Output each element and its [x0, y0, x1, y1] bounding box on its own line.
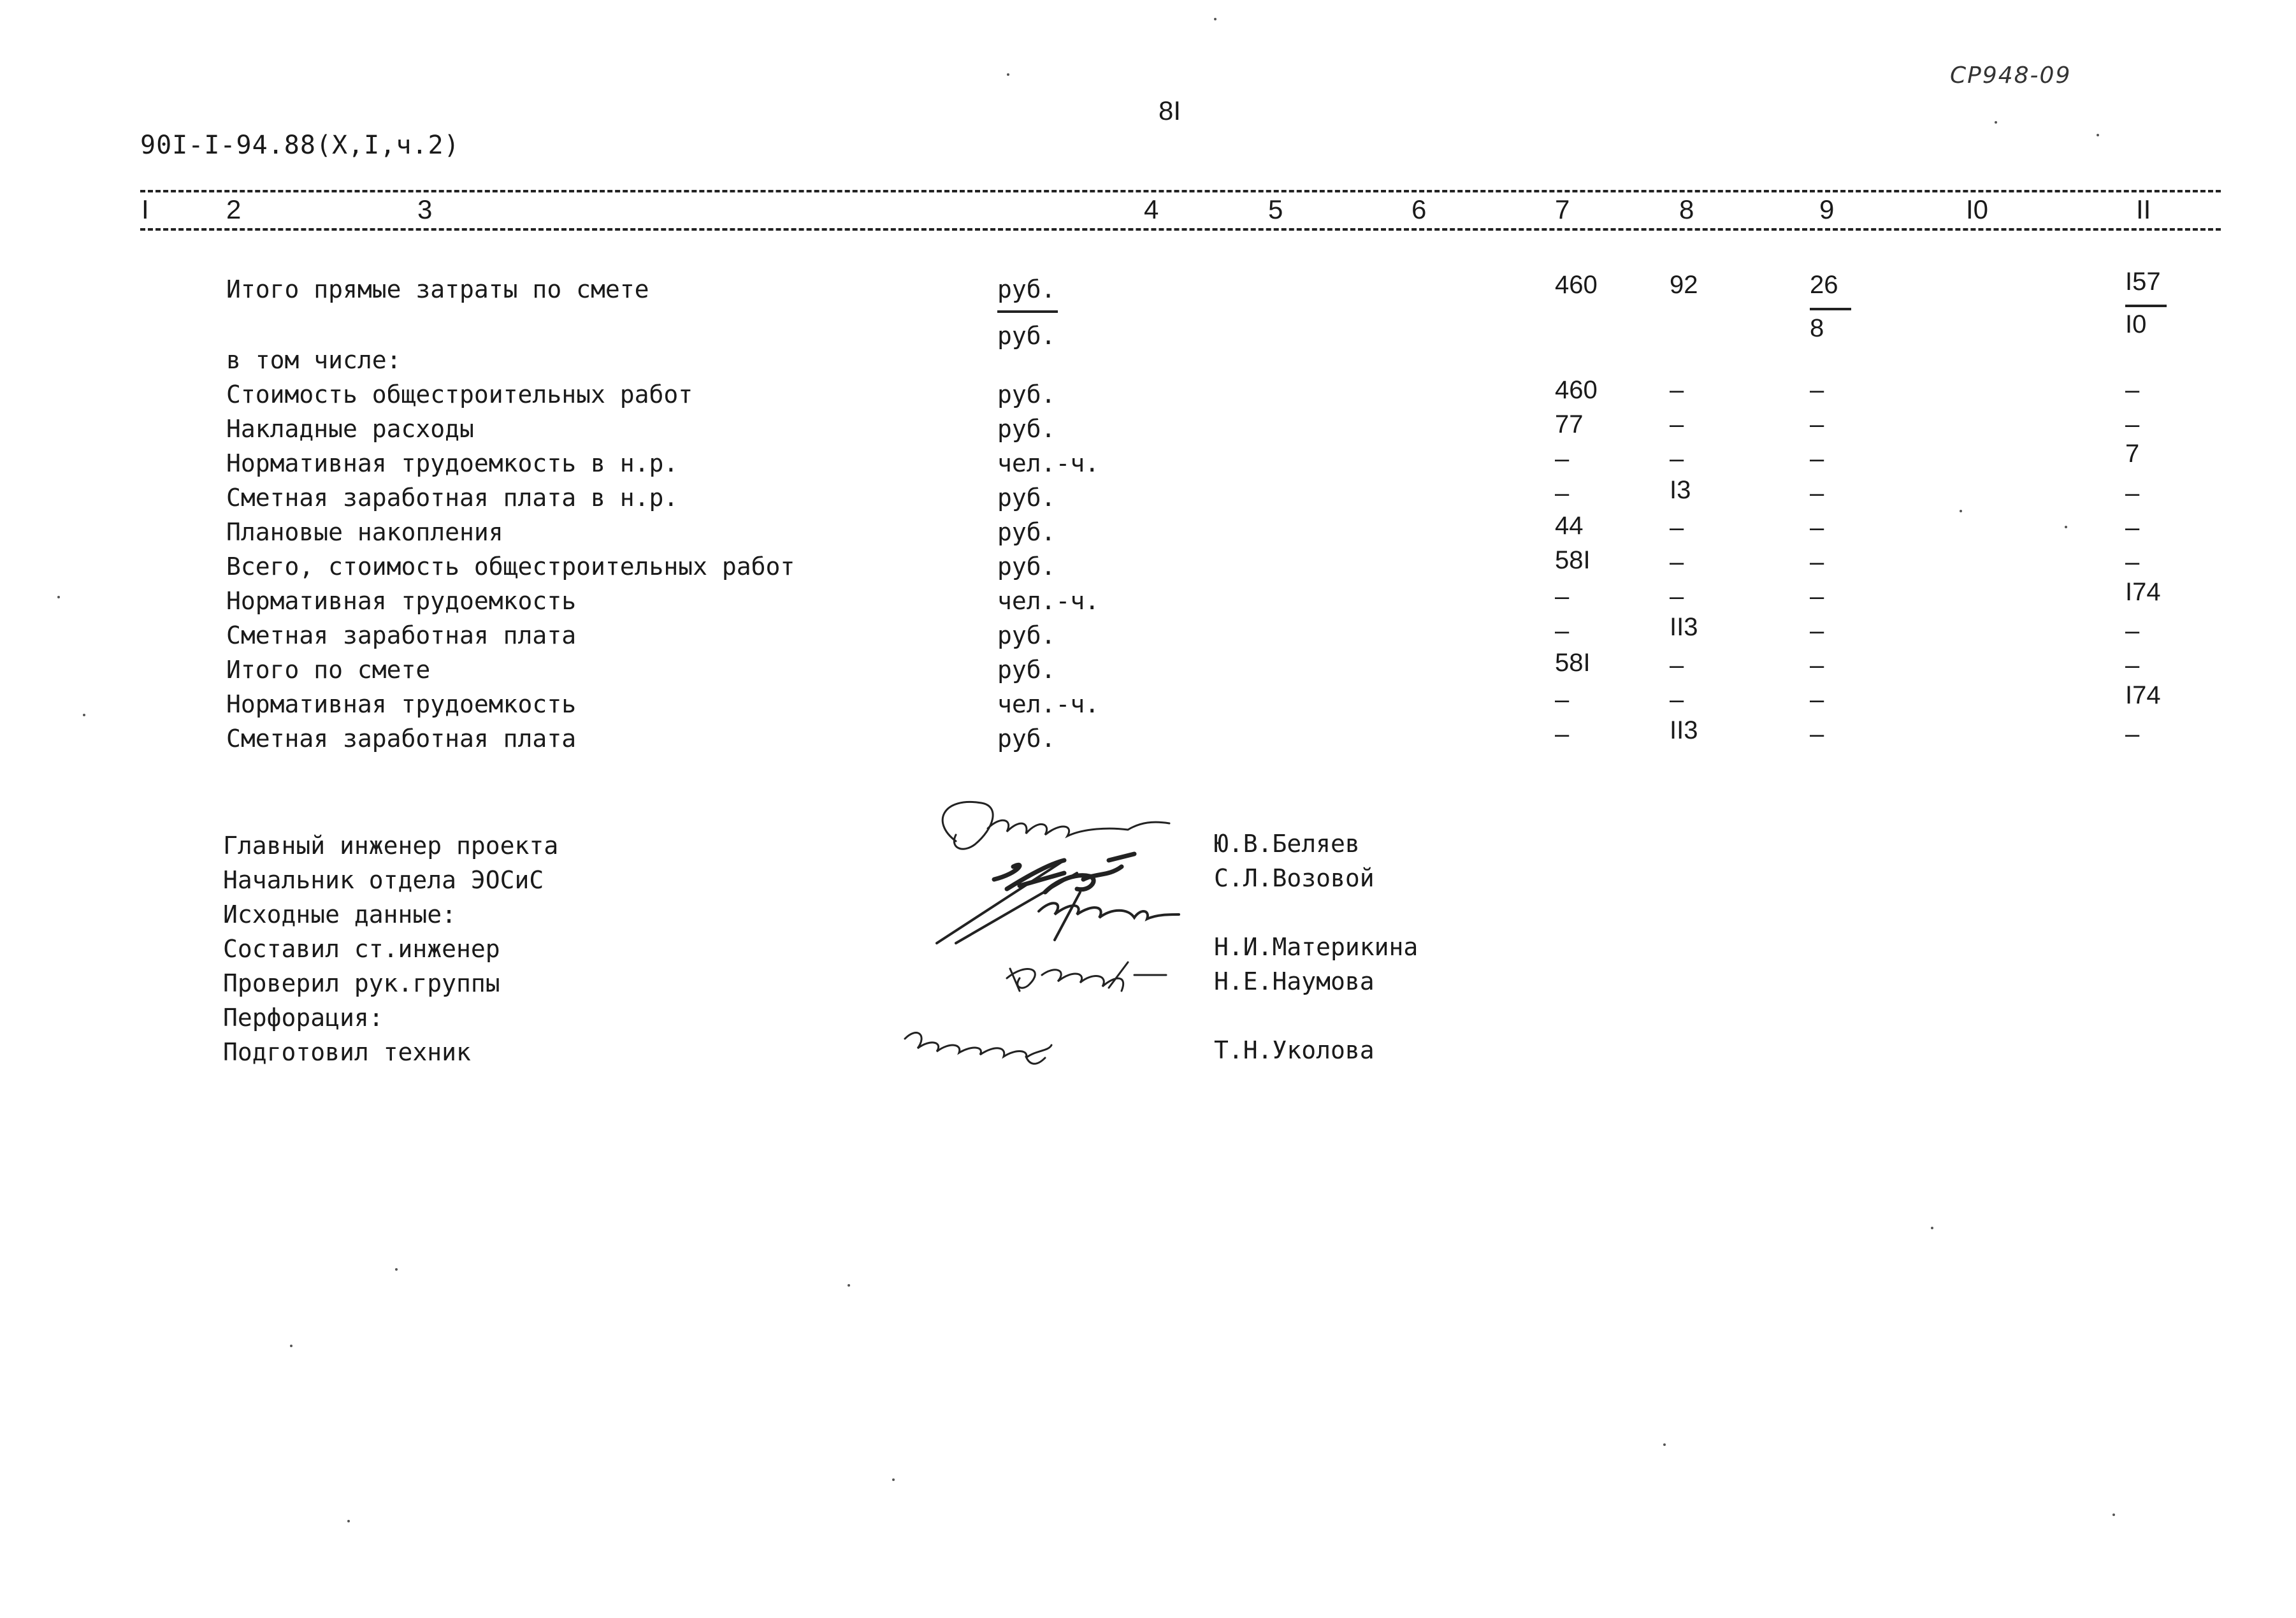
cell-col7: – — [1555, 720, 1570, 748]
cell-col7: – — [1555, 582, 1570, 610]
cell-col7: – — [1555, 686, 1570, 714]
handwritten-signature — [1007, 962, 1166, 991]
column-number: 4 — [1144, 194, 1159, 224]
cell-col11: – — [2125, 617, 2140, 645]
scan-speck — [290, 1345, 292, 1347]
cell-col8: – — [1670, 686, 1684, 714]
scan-speck — [347, 1520, 350, 1522]
cell-col11: – — [2125, 479, 2140, 507]
row-unit: руб. — [997, 621, 1056, 649]
column-number: I — [141, 194, 149, 224]
scan-speck — [848, 1284, 850, 1287]
archive-mark: СР948-09 — [1950, 62, 2072, 89]
row-label: Сметная заработная плата в н.р. — [226, 484, 679, 512]
cell-col9: – — [1810, 548, 1824, 576]
cell-col9: – — [1810, 686, 1824, 714]
cell-col7: – — [1555, 445, 1570, 473]
scan-speck — [1960, 510, 1962, 512]
signatory-role: Подготовил техник — [223, 1038, 471, 1066]
row-label: Нормативная трудоемкость в н.р. — [226, 449, 679, 477]
row-label: Сметная заработная плата — [226, 725, 577, 753]
cell-col9: – — [1810, 479, 1824, 507]
cell-col11: – — [2125, 651, 2140, 679]
row-unit: чел.-ч. — [997, 587, 1100, 615]
cell-col9: – — [1810, 376, 1824, 404]
scan-speck — [2097, 134, 2099, 136]
row-label: Всего, стоимость общестроительных работ — [226, 553, 795, 581]
scan-speck — [83, 714, 85, 716]
cell-col9: – — [1810, 651, 1824, 679]
row-label: Стоимость общестроительных работ — [226, 380, 693, 408]
cell-col9: 8 — [1810, 314, 1824, 342]
cell-col9: – — [1810, 720, 1824, 748]
cell-col8: I3 — [1670, 476, 1691, 504]
signatory-role: Составил ст.инженер — [223, 935, 500, 963]
scan-speck — [395, 1268, 398, 1271]
row-unit: руб. — [997, 484, 1056, 512]
row-label: Нормативная трудоемкость — [226, 587, 577, 615]
row-unit: руб. — [997, 322, 1056, 350]
row-label: в том числе: — [226, 346, 401, 374]
signatory-name: С.Л.Возовой — [1214, 864, 1375, 892]
scan-speck — [1007, 73, 1009, 76]
cell-col11: I74 — [2125, 681, 2161, 709]
row-unit: чел.-ч. — [997, 449, 1100, 477]
row-label: Итого по смете — [226, 656, 431, 684]
scan-speck — [2112, 1513, 2115, 1516]
cell-col9: – — [1810, 514, 1824, 542]
cell-col11: – — [2125, 548, 2140, 576]
column-number: I0 — [1966, 194, 1989, 224]
cell-col8: – — [1670, 651, 1684, 679]
cell-col8: – — [1670, 445, 1684, 473]
fraction-bar — [2125, 305, 2167, 307]
scan-speck — [2065, 526, 2067, 528]
signatory-name: Т.Н.Уколова — [1214, 1036, 1375, 1064]
signatory-role: Перфорация: — [223, 1004, 384, 1032]
scan-speck — [1214, 18, 1217, 20]
cell-col7: 460 — [1555, 271, 1598, 299]
column-number: 7 — [1555, 194, 1570, 224]
fraction-bar — [1810, 308, 1851, 310]
cell-col8: II3 — [1670, 613, 1698, 641]
cell-col7: – — [1555, 617, 1570, 645]
cell-col7: 58I — [1555, 649, 1591, 677]
cell-col9: 26 — [1810, 271, 1838, 299]
document-id: 90I-I-94.88(X,I,ч.2) — [140, 131, 460, 160]
row-label: Плановые накопления — [226, 518, 503, 546]
cell-col8: II3 — [1670, 716, 1698, 744]
column-number: 2 — [226, 194, 242, 224]
cell-col11: – — [2125, 376, 2140, 404]
page-number: 8I — [1159, 96, 1181, 126]
signatory-name: Н.И.Материкина — [1214, 933, 1419, 961]
handwritten-signature — [942, 802, 1169, 849]
row-label: Накладные расходы — [226, 415, 474, 443]
scan-speck — [1931, 1227, 1933, 1229]
cell-col8: – — [1670, 376, 1684, 404]
cell-col9: – — [1810, 617, 1824, 645]
scan-speck — [1995, 121, 1997, 124]
header-rule-bottom — [140, 228, 2221, 231]
cell-col11: – — [2125, 514, 2140, 542]
cell-col11: – — [2125, 410, 2140, 438]
cell-col7: 77 — [1555, 410, 1584, 438]
row-unit: чел.-ч. — [997, 690, 1100, 718]
cell-col11: I74 — [2125, 578, 2161, 606]
column-number: 8 — [1679, 194, 1694, 224]
row-unit: руб. — [997, 656, 1056, 684]
handwritten-signature-group — [918, 784, 1211, 1026]
column-number: 9 — [1819, 194, 1835, 224]
scan-speck — [57, 596, 60, 598]
header-rule-top — [140, 190, 2221, 192]
cell-col11: I0 — [2125, 310, 2147, 338]
signatory-role: Исходные данные: — [223, 900, 457, 928]
row-unit: руб. — [997, 380, 1056, 408]
cell-col7: 58I — [1555, 546, 1591, 574]
scan-speck — [1663, 1443, 1666, 1446]
row-unit: руб. — [997, 553, 1056, 581]
cell-col11: 7 — [2125, 440, 2140, 468]
cell-col7: – — [1555, 479, 1570, 507]
signatory-role: Проверил рук.группы — [223, 969, 500, 997]
cell-col7: 460 — [1555, 376, 1598, 404]
signatory-name: Н.Е.Наумова — [1214, 967, 1375, 995]
column-number: 3 — [417, 194, 433, 224]
fraction-bar — [997, 310, 1058, 313]
cell-col11: – — [2125, 720, 2140, 748]
column-number: II — [2136, 194, 2151, 224]
cell-col8: 92 — [1670, 271, 1698, 299]
row-label: Нормативная трудоемкость — [226, 690, 577, 718]
row-unit: руб. — [997, 725, 1056, 753]
row-label: Итого прямые затраты по смете — [226, 275, 649, 303]
signatory-name: Ю.В.Беляев — [1214, 830, 1360, 858]
column-number: 5 — [1268, 194, 1283, 224]
row-label: Сметная заработная плата — [226, 621, 577, 649]
scan-speck — [892, 1478, 895, 1481]
cell-col11: I57 — [2125, 268, 2161, 296]
cell-col7: 44 — [1555, 512, 1584, 540]
row-unit: руб. — [997, 275, 1056, 303]
cell-col9: – — [1810, 582, 1824, 610]
cell-col9: – — [1810, 445, 1824, 473]
signatory-role: Начальник отдела ЭОСиС — [223, 866, 544, 894]
row-unit: руб. — [997, 518, 1056, 546]
cell-col8: – — [1670, 514, 1684, 542]
row-unit: руб. — [997, 415, 1056, 443]
column-number: 6 — [1412, 194, 1427, 224]
cell-col8: – — [1670, 582, 1684, 610]
handwritten-signature — [899, 1020, 1064, 1071]
cell-col8: – — [1670, 410, 1684, 438]
cell-col9: – — [1810, 410, 1824, 438]
signatory-role: Главный инженер проекта — [223, 832, 559, 860]
cell-col8: – — [1670, 548, 1684, 576]
